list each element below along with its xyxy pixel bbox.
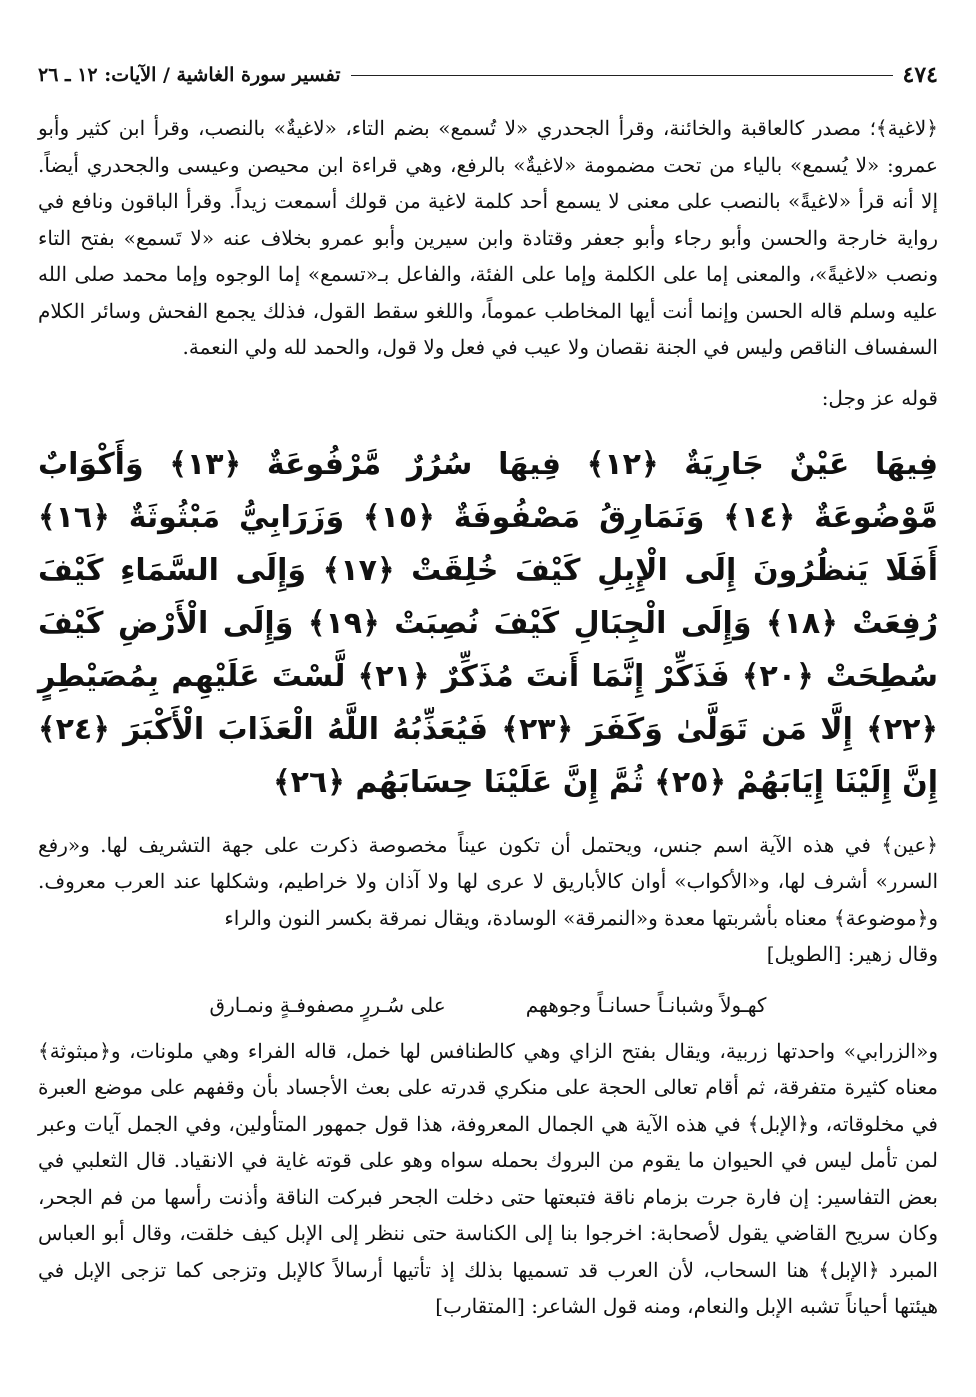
book-page <box>38 60 938 1380</box>
verse-first-hemistich: كهـولاً وشبانـاً حسانـاً وجوههم <box>525 992 767 1017</box>
verse-introduction: قوله عز وجل: <box>821 385 938 410</box>
header-rule <box>351 75 893 76</box>
page-number: ٤٧٤ <box>902 62 938 88</box>
paragraph-ayn: ﴿عين﴾ في هذه الآية اسم جنس، ويحتمل أن تكون عيناً مخصوصة ذكرت على جهة التشريف لها. و«رفع السرر» أشرف لها، و«الأكواب» أوان كالأباريق لا عرى لها ولا آذان ولا خراطيم، وشكلها عند العرب معروف. و﴿موضوعة﴾ معناه بأشربتها معدة و«النمرقة» الوسادة، ويقال نمرقة بكسر النون والراء <box>38 832 938 930</box>
poetry-verse <box>38 987 938 1023</box>
quran-verses-block: فِيهَا عَيْنٌ جَارِيَةٌ ﴿١٢﴾ فِيهَا سُرُرٌ مَّرْفُوعَةٌ ﴿١٣﴾ وَأَكْوَابٌ مَّوْضُوعَةٌ ﴿١٤﴾ وَنَمَارِقُ مَصْفُوفَةٌ ﴿١٥﴾ وَزَرَابِيُّ مَبْثُوثَةٌ ﴿١٦﴾ أَفَلَا يَنظُرُونَ إِلَى الْإِبِلِ كَيْفَ خُلِقَتْ ﴿١٧﴾ وَإِلَى السَّمَاءِ كَيْفَ رُفِعَتْ ﴿١٨﴾ وَإِلَى الْجِبَالِ كَيْفَ نُصِبَتْ ﴿١٩﴾ وَإِلَى الْأَرْضِ كَيْفَ سُطِحَتْ ﴿٢٠﴾ فَذَكِّرْ إِنَّمَا أَنتَ مُذَكِّرٌ ﴿٢١﴾ لَّسْتَ عَلَيْهِم بِمُصَيْطِرٍ ﴿٢٢﴾ إِلَّا مَن تَوَلَّىٰ وَكَفَرَ ﴿٢٣﴾ فَيُعَذِّبُهُ اللَّهُ الْعَذَابَ الْأَكْبَرَ ﴿٢٤﴾ إِنَّ إِلَيْنَا إِيَابَهُمْ ﴿٢٥﴾ ثُمَّ إِنَّ عَلَيْنَا حِسَابَهُم ﴿٢٦﴾ <box>38 446 939 800</box>
header-title: تفسير سورة الغاشية / الآيات: ١٢ ـ ٢٦ <box>38 64 341 86</box>
poem-attribution: وقال زهير: [الطويل] <box>766 942 938 966</box>
verse-second-hemistich: على سُـررٍ مصفوفـةٍ ونمـارق <box>209 992 446 1017</box>
paragraph-zarabi: و«الزرابي» واحدتها زربية، ويقال بفتح الزاي وهي كالطنافس لها خمل، قاله الفراء وهي ملونات، و﴿مبثوثة﴾ معناه كثيرة متفرقة، ثم أقام تعالى الحجة على منكري قدرته على بعث الأجساد بأن وقفهم على موضع العبرة في مخلوقاته، و﴿الإبل﴾ في هذه الآية هي الجمال المعروفة، هذا قول جمهور المتأولين، وفي الجمل آيات وعبر لمن تأمل ليس في الحيوان ما يقوم من البروك بحمله سواه وهو على قوته غاية في الانقياد. قال الثعلبي في بعض التفاسير: إن فارة جرت بزمام ناقة فتبعتها حتى دخلت الجحر فبركت الناقة وأذنت رأسها من فم الجحر، وكان سريح القاضي يقول لأصحابة: اخرجوا بنا إلى الكناسة حتى ننظر إلى الإبل كيف خلقت، وقال أبو العباس المبرد ﴿الإبل﴾ هنا السحاب، لأن العرب قد تسميها بذلك إذ تأتيها أرسالاً كالإبل وتزجى كما تزجى الإبل في هيئتها أحياناً تشبه الإبل والنعام، ومنه قول الشاعر: [المتقارب] <box>38 1038 938 1318</box>
paragraph-laghiya: ﴿لاغية﴾؛ مصدر كالعاقبة والخائنة، وقرأ الجحدري «لا تُسمع» بضم التاء، «لاغيةٌ» بالنصب، وقرأ ابن كثير وأبو عمرو: «لا يُسمع» بالياء من تحت مضمومة «لاغيةٌ» بالرفع، وهي قراءة ابن محيصن وعيسى والجحدري أيضاً. إلا أنه قرأ «لاغيةً» بالنصب على معنى لا يسمع أحد كلمة لاغية من قولك أسمعت زيداً. وقرأ الباقون ونافع في رواية خارجة والحسن وأبو رجاء وأبو جعفر وقتادة وابن سيرين وأبو عمرو بخلاف عنه «لا تَسمع» بفتح التاء ونصب «لاغيةً»، والمعنى إما على الكلمة وإما على الفئة، والفاعل بـ«تسمع» إما الوجوه وإما محمد صلى الله عليه وسلم قاله الحسن وإنما أنت أيها المخاطب عموماً، واللغو سقط القول، فذلك يجمع الفحش وسائر الكلام السفساف الناقص وليس في الجنة نقصان ولا عيب في فعل ولا قول، والحمد لله ولي النعمة. <box>38 116 938 359</box>
running-header <box>38 60 938 90</box>
